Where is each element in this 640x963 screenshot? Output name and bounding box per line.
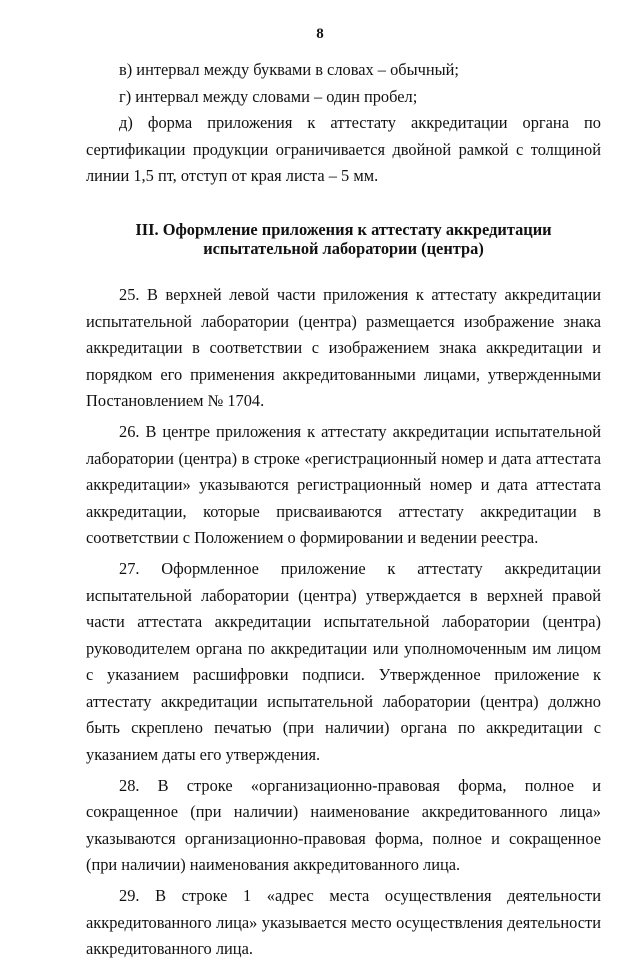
paragraph-26: 26. В центре приложения к аттестату аккредитации испытательной лаборатории (центра) в строке «регистрационный номер и дата аттестата аккредитации» указываются регистрационный номер и дата аттестата аккредитации, которые присваиваются аттестату аккредитации в соответствии с Положением о формировании и ведении реестра.	[86, 421, 601, 548]
list-item-d: д) форма приложения к аттестату аккредитации органа по сертификации продукции ограничивается двойной рамкой с толщиной линии 1,5 пт, отступ от края листа – 5 мм.	[86, 113, 601, 186]
page-number: 8	[316, 26, 324, 42]
paragraph-25: 25. В верхней левой части приложения к аттестату аккредитации испытательной лаборатории (центра) размещается изображение знака аккредитации в соответствии с изображением знака аккредитации и порядком его применения аккредитованными лицами, утвержденными Постановлением № 1704.	[86, 284, 601, 411]
paragraph-28: 28. В строке «организационно-правовая форма, полное и сокращенное (при наличии) наименование аккредитованного лица» указываются организационно-правовая форма, полное и сокращенное (при наличии) наименования аккредитованного лица.	[86, 775, 601, 875]
list-item-g: г) интервал между словами – один пробел;	[119, 86, 418, 106]
paragraph-29: 29. В строке 1 «адрес места осуществления деятельности аккредитованного лица» указывается место осуществления деятельности аккредитованного лица.	[86, 886, 601, 959]
section-heading-line-1: III. Оформление приложения к аттестату аккредитации	[135, 219, 552, 239]
list-item-v: в) интервал между буквами в словах – обычный;	[119, 60, 459, 79]
document-body	[86, 57, 601, 963]
section-heading	[86, 220, 601, 258]
paragraph-27: 27. Оформленное приложение к аттестату аккредитации испытательной лаборатории (центра) утверждается в верхней правой части аттестата аккредитации испытательной лаборатории (центра) руководителем органа по аккредитации или уполномоченным им лицом с указанием расшифровки подписи. Утвержденное приложение к аттестату аккредитации испытательной лаборатории (центра) должно быть скреплено печатью (при наличии) органа по аккредитации с указанием даты его утверждения.	[86, 558, 601, 765]
section-heading-line-2: испытательной лаборатории (центра)	[203, 238, 484, 258]
